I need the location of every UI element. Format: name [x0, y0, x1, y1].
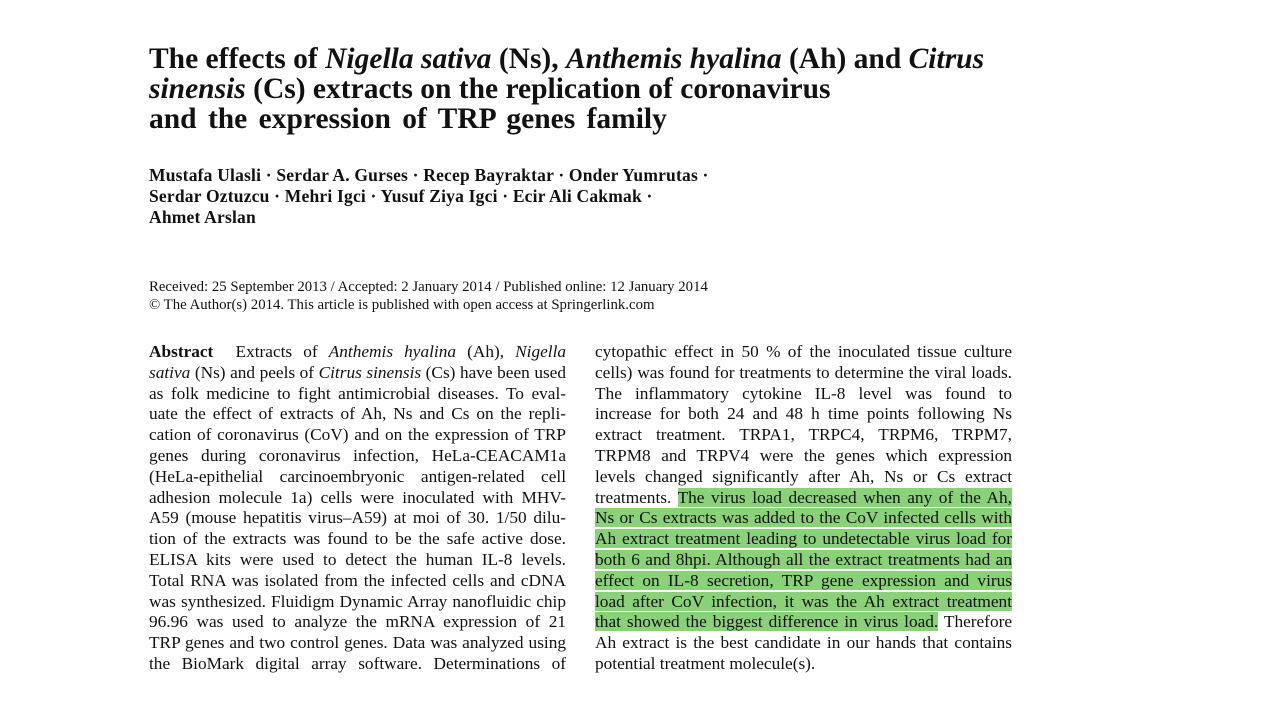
abstract-line: sativa (Ns) and peels of Citrus sinensis (Cs) have been used — [149, 362, 566, 382]
highlighted-text: load after CoV infection, it was the Ah extract treatment — [595, 591, 1012, 611]
copyright-notice: © The Author(s) 2014. This article is published with open access at Springerlink.com — [149, 296, 655, 313]
highlighted-text: that showed the biggest difference in virus load. — [595, 612, 939, 632]
abstract-line — [595, 592, 1012, 613]
highlighted-text: Ns or Cs extracts was added to the CoV infected cells with — [595, 508, 1012, 528]
abstract-line: cells) was found for treatments to determine the viral loads. — [595, 362, 1012, 382]
authors-line-2: Serdar Oztuzcu · Mehri Igci · Yusuf Ziya Igci · Ecir Ali Cakmak · — [149, 186, 653, 206]
highlighted-text: Ah extract treatment leading to undetectable virus load for — [595, 529, 1012, 549]
abstract-line: potential treatment molecule(s). — [595, 653, 816, 673]
title-line-1: The effects of Nigella sativa (Ns), Anthemis hyalina (Ah) and Citrus — [149, 43, 985, 75]
abstract-line: treatments. The virus load decreased when any of the Ah, — [595, 487, 1012, 507]
abstract-line — [595, 508, 1012, 529]
author-list — [149, 165, 709, 228]
abstract-heading: Abstract — [149, 342, 214, 361]
paper-title — [149, 43, 985, 135]
abstract-line: levels changed significantly after Ah, Ns or Cs extract — [595, 466, 1012, 486]
abstract-line: 96.96 was used to analyze the mRNA expression of 21 — [149, 612, 566, 632]
abstract-line: cytopathic effect in 50 % of the inoculated tissue culture — [595, 342, 1012, 361]
abstract-line: adhesion molecule 1a) cells were inoculated with MHV- — [149, 487, 566, 507]
abstract-line: increase for both 24 and 48 h time points following Ns — [595, 404, 1012, 424]
abstract-line: tion of the extracts was found to be the safe active dose. — [149, 529, 566, 549]
abstract-line — [595, 550, 1012, 571]
abstract-line: (HeLa-epithelial carcinoembryonic antigen-related cell — [149, 466, 566, 486]
abstract-left-column — [149, 342, 566, 675]
abstract-line: Abstract Extracts of Anthemis hyalina (Ah), Nigella — [149, 342, 567, 361]
abstract-line: ELISA kits were used to detect the human IL-8 levels. — [149, 549, 566, 569]
abstract-line: genes during coronavirus infection, HeLa-CEACAM1a — [149, 445, 566, 465]
authors-line-1: Mustafa Ulasli · Serdar A. Gurses · Recep Bayraktar · Onder Yumrutas · — [149, 165, 709, 185]
abstract-right-column — [595, 342, 1012, 675]
title-line-2: sinensis (Cs) extracts on the replication of coronavirus — [149, 73, 831, 105]
title-line-3: and the expression of TRP genes family — [149, 103, 667, 135]
highlighted-text: The virus load decreased when any of the Ah, — [677, 487, 1012, 507]
publication-dates: Received: 25 September 2013 / Accepted: 2 January 2014 / Published online: 12 January 2014 — [149, 279, 708, 295]
abstract-line: A59 (mouse hepatitis virus–A59) at moi of 30. 1/50 dilu- — [149, 508, 566, 528]
abstract-line — [595, 529, 1012, 550]
abstract-line: extract treatment. TRPA1, TRPC4, TRPM6, TRPM7, — [595, 425, 1012, 445]
abstract-line: as folk medicine to fight antimicrobial diseases. To eval- — [149, 383, 566, 403]
highlighted-text: both 6 and 8hpi. Although all the extract treatments had an — [595, 549, 1012, 569]
authors-line-3: Ahmet Arslan — [149, 207, 256, 227]
abstract-line: uate the effect of extracts of Ah, Ns and Cs on the repli- — [149, 404, 566, 424]
abstract-line: that showed the biggest difference in virus load. Therefore — [595, 612, 1013, 632]
abstract-line — [595, 571, 1012, 592]
article-meta — [149, 279, 708, 314]
abstract-line: Ah extract is the best candidate in our hands that contains — [595, 633, 1012, 653]
abstract-line: was synthesized. Fluidigm Dynamic Array nanofluidic chip — [149, 591, 566, 611]
page-cutoff — [0, 679, 1280, 720]
abstract-line: Total RNA was isolated from the infected cells and cDNA — [149, 570, 566, 590]
abstract-line: TRPM8 and TRPV4 were the genes which expression — [595, 445, 1012, 465]
abstract-line: The inflammatory cytokine IL-8 level was found to — [595, 383, 1012, 403]
abstract-line: the BioMark digital array software. Determinations of — [149, 653, 566, 673]
highlighted-text: effect on IL-8 secretion, TRP gene expression and virus — [595, 570, 1012, 590]
abstract-line: TRP genes and two control genes. Data was analyzed using — [149, 633, 566, 653]
abstract-line: cation of coronavirus (CoV) and on the expression of TRP — [149, 425, 566, 445]
